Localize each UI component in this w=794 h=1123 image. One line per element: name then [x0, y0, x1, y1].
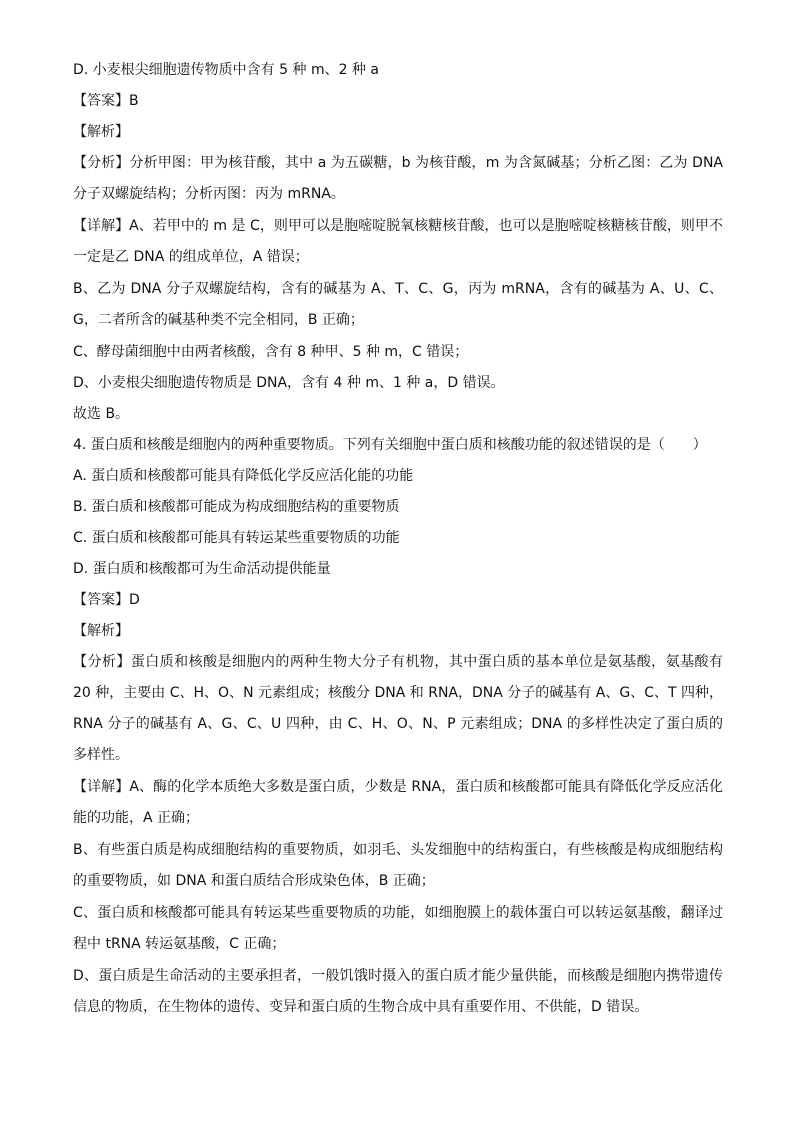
detail-d-paragraph-2: D、蛋白质是生命活动的主要承担者，一般饥饿时摄入的蛋白质才能少量供能，而核酸是细胞内携带遗传信息的物质，在生物体的遗传、变异和蛋白质的生物合成中具有重要作用、不供能，D 错误。 — [73, 968, 723, 1015]
detail-a-paragraph: 【详解】A、若甲中的 m 是 C，则甲可以是胞嘧啶脱氧核糖核苷酸，也可以是胞嘧啶核糖核苷酸，则甲不一定是乙 DNA 的组成单位，A 错误； — [73, 218, 723, 265]
analysis-paragraph: 【分析】分析甲图：甲为核苷酸，其中 a 为五碳糖，b 为核苷酸，m 为含氮碱基；分析乙图：乙为 DNA 分子双螺旋结构；分析丙图：丙为 mRNA。 — [73, 155, 723, 202]
conclusion-line: 故选 B。 — [73, 406, 130, 422]
question-4-option-d: D. 蛋白质和核酸都可为生命活动提供能量 — [73, 561, 331, 577]
detail-a-paragraph-2: 【详解】A、酶的化学本质绝大多数是蛋白质，少数是 RNA，蛋白质和核酸都可能具有降低化学反应活化能的功能，A 正确； — [73, 779, 723, 826]
detail-b-paragraph: B、乙为 DNA 分子双螺旋结构，含有的碱基为 A、T、C、G，丙为 mRNA，含有的碱基为 A、U、C、G，二者所含的碱基种类不完全相同，B 正确； — [73, 281, 723, 328]
analysis-heading-2: 【解析】 — [73, 623, 129, 639]
analysis-paragraph-2: 【分析】蛋白质和核酸是细胞内的两种生物大分子有机物，其中蛋白质的基本单位是氨基酸，氨基酸有 20 种，主要由 C、H、O、N 元素组成；核酸分 DNA 和 RNA，DNA 分子的碱基有 A、G、C、T 四种，RNA 分子的碱基有 A、G、C、U 四种，由 C、H、O、N、P 元素组成；DNA 的多样性决定了蛋白质的多样性。 — [73, 654, 723, 763]
question-4-stem: 4. 蛋白质和核酸是细胞内的两种重要物质。下列有关细胞中蛋白质和核酸功能的叙述错误的是（ ） — [73, 437, 707, 453]
detail-c-line: C、酵母菌细胞中由两者核酸，含有 8 种甲、5 种 m，C 错误； — [73, 344, 469, 360]
answer-line-2: 【答案】D — [73, 592, 140, 608]
question-4-option-a: A. 蛋白质和核酸都可能具有降低化学反应活化能的功能 — [73, 468, 414, 484]
detail-c-paragraph-2: C、蛋白质和核酸都可能具有转运某些重要物质的功能，如细胞膜上的载体蛋白可以转运氨基酸，翻译过程中 tRNA 转运氨基酸，C 正确； — [73, 905, 723, 952]
detail-b-paragraph-2: B、有些蛋白质是构成细胞结构的重要物质，如羽毛、头发细胞中的结构蛋白，有些核酸是构成细胞结构的重要物质，如 DNA 和蛋白质结合形成染色体，B 正确； — [73, 842, 723, 889]
question-4-option-c: C. 蛋白质和核酸都可能具有转运某些重要物质的功能 — [73, 530, 400, 546]
question-4-option-b: B. 蛋白质和核酸都可能成为构成细胞结构的重要物质 — [73, 499, 400, 515]
document-page — [73, 60, 723, 1029]
analysis-heading: 【解析】 — [73, 124, 129, 140]
detail-d-line: D、小麦根尖细胞遗传物质是 DNA，含有 4 种 m、1 种 a，D 错误。 — [73, 375, 505, 391]
answer-line: 【答案】B — [73, 93, 139, 109]
option-d-previous: D. 小麦根尖细胞遗传物质中含有 5 种 m、2 种 a — [73, 62, 379, 78]
